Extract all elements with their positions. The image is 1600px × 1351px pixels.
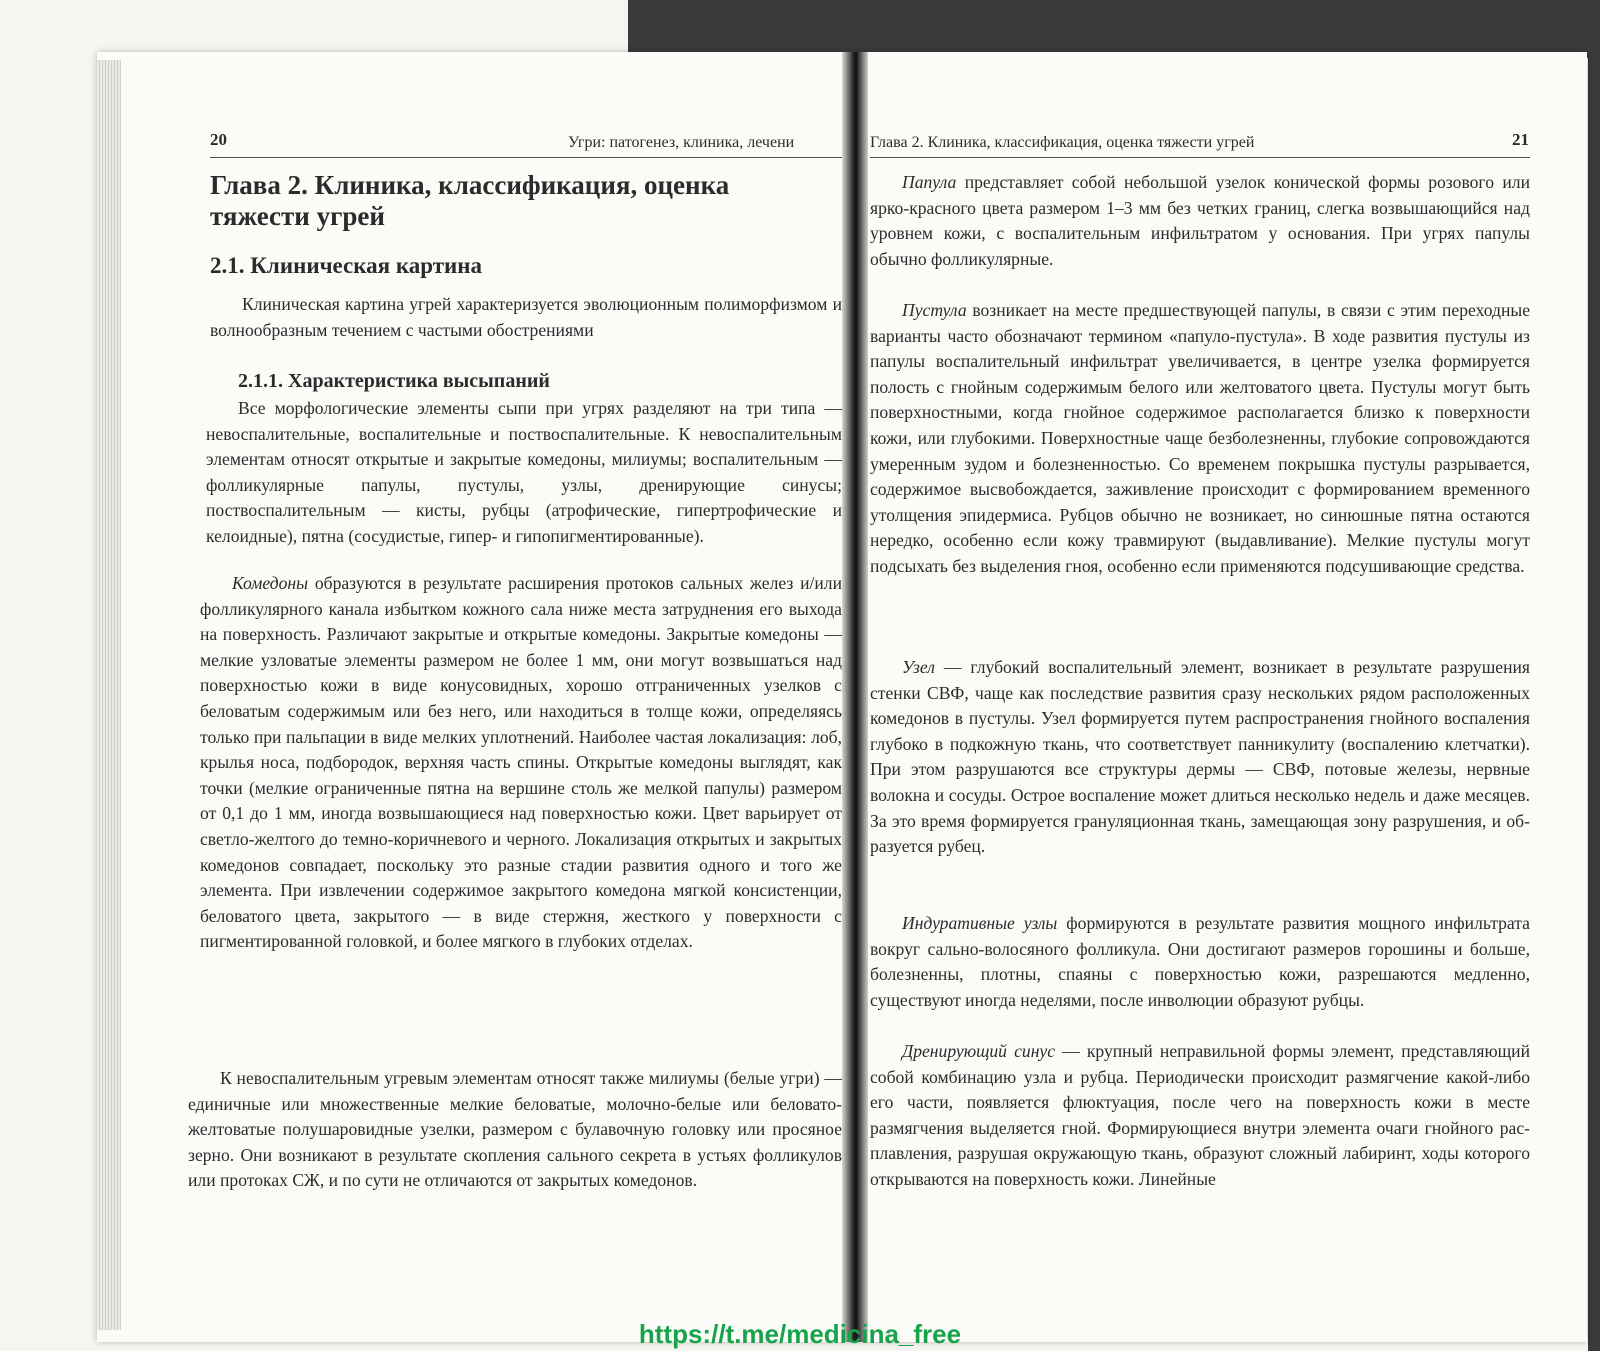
running-head: Угри: патогенез, клиника, лечени: [568, 134, 795, 151]
watermark-link[interactable]: https://t.me/medicina_free: [638, 1319, 962, 1349]
term-papule: Папула: [902, 172, 957, 192]
header-rule: [210, 157, 842, 158]
running-head: Глава 2. Клиника, классификация, оценка тяжести угрей: [870, 134, 1255, 151]
term-pustule: Пустула: [902, 300, 967, 320]
book-page-edges: [97, 60, 121, 1330]
paragraph-text: возникает на месте предшествующей папулы, в связи с этим переходные варианты часто обозначают термином «папуло-пустула». В ходе развития пустулы из папулы воспалительный инфильтрат увеличивается, в центре узелка формируется полость с гнойным содержимым белого или желтоватого цвета. Пустулы могут быть поверхностными, когда гнойное содержимое располагается близко к поверхности кожи, или глубокими. Поверхностные чаще безболезненны, глубокие сопровождаются умеренным зудом и болезненностью. Со временем покрышка пустулы разрывается, содержимое высвобождается, заживление происходит с формированием временного утолщения эпидермиса. Рубцов обычно не возникает, но синюшные пятна остаются нередко, особенно если кожу травмируют (выдавливание). Мелкие пустулы могут подсыхать без выделения гноя, особенно если применяются подсушивающие средства.: [870, 300, 1530, 576]
paragraph-milia: [188, 1066, 842, 1194]
book-gutter: [842, 52, 868, 1342]
paragraph-text: — крупный неправильной формы элемент, представляющий собой комбинацию узла и рубца. Периодически происходит размягчение какой-либо его части, появляется флюктуация, после чего на поверхность кожи в месте размягчения выделяется гной. Формирующиеся внутри элемента очаги гнойного расплавления, разрушая окружающую ткань, образуют сложный лабиринт, ходы которого открываются на поверхность кожи. Линейные: [870, 1041, 1530, 1189]
term-indurated-nodules: Индуративные узлы: [902, 913, 1058, 933]
paragraph-pustule: [870, 298, 1530, 580]
paragraph-nodule: [870, 655, 1530, 860]
chapter-title: Глава 2. Клиника, классификация, оценка тяжести угрей: [210, 170, 730, 231]
scanner-shadow-right: [1588, 40, 1600, 1351]
term-draining-sinus: Дренирующий синус: [902, 1041, 1056, 1061]
page-number: 21: [1512, 130, 1529, 149]
intro-text: Клиническая картина угрей характеризуется эволюционным полиморфизмом и волнообразным течением с частыми обострениями: [210, 294, 842, 340]
section-title: 2.1. Клиническая картина: [210, 253, 483, 278]
paragraph-papule: [870, 170, 1530, 272]
paragraph-draining-sinus: [870, 1039, 1530, 1193]
paragraph-text: — глубокий воспалительный элемент, возникает в результате разрушения стенки СВФ, чаще как последствие развития сразу нескольких рядом расположенных комедонов в пустулы. Узел формируется путем распространения гнойного воспаления глубоко в подкожную ткань, что соответствует панникулиту (воспалению клетчатки). При этом разрушаются все структуры дермы — СВФ, потовые железы, нервные волокна и сосуды. Острое воспаление может длиться несколько недель и даже месяцев. За это время формируется грануляционная ткань, замещающая зону разрушения, и образуется рубец.: [870, 657, 1530, 857]
paragraph-comedones: [200, 571, 842, 955]
paragraph-text: образуются в результате расширения протоков сальных желез и/или фолликулярного канала избытком кожного сала ниже места затруднения его выхода на поверхность. Различают закрытые и открытые комедоны. Закрытые комедоны — мелкие узловатые элементы размером не более 1 мм, они могут возвышаться над поверхностью кожи в виде конусовидных, хорошо отграниченных узелков с беловатым содержимым или без него, или находиться в толще кожи, определяясь только при пальпации в виде мелких уплотнений. Наиболее частая локализация: лоб, крылья носа, подбородок, верхняя часть спины. Открытые комедоны выглядят, как точки (мелкие ограниченные пятна на вершине столь же мелкой папулы) размером от 0,1 до 1 мм, иногда возвышающиеся над поверхностью кожи. Цвет варьирует от светло-желтого до темно-коричневого и черного. Локализация открытых и закрытых комедонов совпадает, поскольку это разные стадии развития одного и того же элемента. При извлечении содержимое закрытого комедона мягкой консистенции, беловатого цвета, закрытого — в виде стержня, жесткого у поверхности с пигментированной головкой, и более мягкого в глубоких отделах.: [200, 573, 842, 952]
paragraph-text: представляет собой небольшой узелок конической формы розового или ярко-красного цвета размером 1–3 мм без четких границ, слегка возвышающийся над уровнем кожи, с воспалительным инфильтратом у основания. При угрях папулы обычно фолликулярные.: [870, 172, 1530, 269]
term-comedones: Комедоны: [232, 573, 309, 593]
term-nodule: Узел: [902, 657, 935, 677]
paragraph-morphology: [206, 396, 842, 550]
paragraph-text: Все морфологические элементы сыпи при угрях разделяют на три типа — невоспалительные, воспалительные и поствоспалительные. К невоспалительным элементам относят открытые и закрытые комедоны, милиумы; воспалительным — фолликулярные папулы, пустулы, узлы, дренирующие синусы; поствоспалительным — кисты, рубцы (атрофические, гипертрофические и келоидные), пятна (сосудистые, гипер- и гипопигментированные).: [206, 398, 842, 546]
intro-paragraph: [210, 292, 842, 343]
paragraph-text: К невоспалительным угревым элементам относят также милиумы (белые угри) — единичные или множественные мелкие беловатые, молочно-белые или беловато-желтоватые полушаровидные узелки, размером с булавочную головку или просяное зерно. Они возникают в результате скопления сального секрета в устьях фолликулов или протоках СЖ, и по сути не отличаются от закрытых комедонов.: [188, 1068, 842, 1191]
subsection-title: 2.1.1. Характеристика высыпаний: [238, 370, 550, 392]
scanner-shadow-top: [628, 0, 1600, 58]
header-rule: [870, 157, 1530, 158]
paragraph-text: формируются в результате развития мощного инфильтрата вокруг сально-волосяного фолликула. Они достигают размеров горошины и больше, болезненны, плотны, спаяны с поверхностью кожи, разрешаются медленно, существуют иногда неделями, после инволюции образуют рубцы.: [870, 913, 1530, 1010]
page-number: 20: [210, 130, 227, 149]
paragraph-indurated-nodules: [870, 911, 1530, 1013]
